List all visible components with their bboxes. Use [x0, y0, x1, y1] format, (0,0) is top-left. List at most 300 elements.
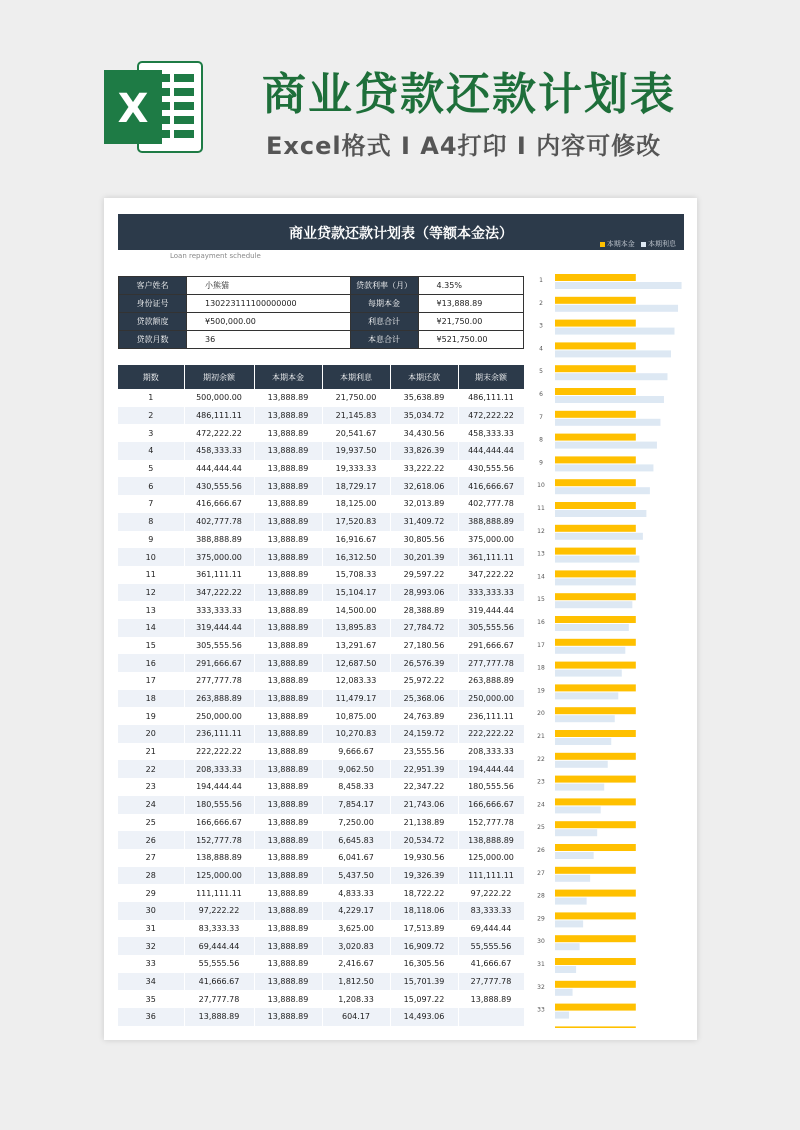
table-cell: 13,888.89 — [254, 619, 322, 637]
table-cell: 194,444.44 — [184, 778, 254, 796]
table-cell: 34 — [118, 973, 184, 991]
table-row — [118, 760, 524, 778]
table-cell: 430,555.56 — [458, 460, 524, 478]
table-row — [118, 973, 524, 991]
table-cell: 263,888.89 — [184, 690, 254, 708]
table-cell: 19 — [118, 707, 184, 725]
chart-category-label: 22 — [537, 755, 545, 763]
table-row — [118, 584, 524, 602]
table-cell: 83,333.33 — [184, 920, 254, 938]
chart-category-label: 16 — [537, 619, 545, 626]
chart-bar-interest — [555, 487, 650, 494]
info-row — [119, 331, 524, 349]
table-cell: 10 — [118, 548, 184, 566]
table-cell: 35,638.89 — [390, 389, 458, 407]
chart-bar-principal — [555, 365, 636, 372]
table-cell: 13,888.89 — [254, 584, 322, 602]
table-cell: 2 — [118, 407, 184, 425]
chart-bar-principal — [555, 479, 636, 486]
table-cell: 12,083.33 — [322, 672, 390, 690]
chart-bar-interest — [555, 806, 601, 813]
table-cell: 83,333.33 — [458, 902, 524, 920]
table-cell: 20,534.72 — [390, 831, 458, 849]
table-cell: 13,888.89 — [254, 566, 322, 584]
table-cell: 263,888.89 — [458, 672, 524, 690]
column-header: 期初余额 — [184, 365, 254, 389]
table-cell: 13,888.89 — [254, 867, 322, 885]
table-cell: 13,888.89 — [254, 973, 322, 991]
table-cell: 29,597.22 — [390, 566, 458, 584]
chart-bar-principal — [555, 274, 636, 281]
chart-bar-interest — [555, 624, 629, 631]
table-cell: 20,541.67 — [322, 424, 390, 442]
table-cell: 19,930.56 — [390, 849, 458, 867]
table-cell: 305,555.56 — [458, 619, 524, 637]
table-row — [118, 442, 524, 460]
table-cell: 97,222.22 — [184, 902, 254, 920]
table-cell: 7,250.00 — [322, 814, 390, 832]
chart-category-label: 31 — [537, 961, 545, 968]
chart-bar-principal — [555, 753, 636, 760]
table-cell: 444,444.44 — [184, 460, 254, 478]
table-cell: 32,013.89 — [390, 495, 458, 513]
chart-category-label: 23 — [537, 778, 545, 786]
chart-bar-interest — [555, 373, 667, 380]
chart-category-label: 21 — [537, 733, 545, 740]
chart-category-label: 11 — [537, 505, 545, 512]
table-cell: 13,888.89 — [254, 424, 322, 442]
info-label: 客户姓名 — [119, 277, 187, 295]
chart-bar-principal — [555, 1026, 636, 1028]
table-cell: 25 — [118, 814, 184, 832]
table-cell: 25,972.22 — [390, 672, 458, 690]
chart-category-label: 25 — [537, 824, 545, 832]
table-cell: 6,645.83 — [322, 831, 390, 849]
table-cell: 13,888.89 — [254, 814, 322, 832]
chart-bar-principal — [555, 1004, 636, 1011]
table-cell: 222,222.22 — [458, 725, 524, 743]
table-cell: 19,326.39 — [390, 867, 458, 885]
info-value: ¥521,750.00 — [418, 331, 523, 349]
chart-bar-interest — [555, 328, 675, 335]
table-cell: 250,000.00 — [184, 707, 254, 725]
table-cell: 472,222.22 — [184, 424, 254, 442]
table-cell: 30,805.56 — [390, 531, 458, 549]
chart-bar-principal — [555, 981, 636, 988]
chart-legend — [596, 239, 676, 249]
table-row — [118, 814, 524, 832]
table-row — [118, 672, 524, 690]
table-row — [118, 548, 524, 566]
table-row — [118, 849, 524, 867]
table-row — [118, 725, 524, 743]
chart-bar-principal — [555, 821, 636, 828]
table-cell: 375,000.00 — [184, 548, 254, 566]
table-cell: 416,666.67 — [184, 495, 254, 513]
table-cell: 69,444.44 — [458, 920, 524, 938]
chart-bar-principal — [555, 616, 636, 623]
table-cell: 17,513.89 — [390, 920, 458, 938]
chart-category-label: 18 — [537, 664, 545, 672]
table-cell: 347,222.22 — [184, 584, 254, 602]
table-cell: 13,888.89 — [254, 937, 322, 955]
info-label: 本息合计 — [350, 331, 418, 349]
table-cell: 125,000.00 — [458, 849, 524, 867]
chart-category-label: 26 — [537, 847, 545, 854]
chart-bar-principal — [555, 639, 636, 646]
table-cell: 13,888.89 — [254, 672, 322, 690]
chart-category-label: 17 — [537, 641, 545, 649]
table-cell: 35,034.72 — [390, 407, 458, 425]
table-cell: 222,222.22 — [184, 743, 254, 761]
table-cell: 55,555.56 — [458, 937, 524, 955]
table-cell: 13,888.89 — [254, 601, 322, 619]
table-cell: 333,333.33 — [458, 584, 524, 602]
table-cell: 12 — [118, 584, 184, 602]
table-cell: 3 — [118, 424, 184, 442]
table-cell: 361,111.11 — [458, 548, 524, 566]
table-cell: 333,333.33 — [184, 601, 254, 619]
chart-category-label: 15 — [537, 596, 545, 604]
table-row — [118, 955, 524, 973]
chart-category-label: 3 — [539, 322, 543, 330]
chart-category-label: 20 — [537, 710, 545, 718]
chart-bar-principal — [555, 320, 636, 327]
table-cell: 180,555.56 — [184, 796, 254, 814]
table-cell: 13,888.89 — [254, 725, 322, 743]
chart-bar-principal — [555, 730, 636, 737]
table-cell: 6,041.67 — [322, 849, 390, 867]
table-cell: 15,708.33 — [322, 566, 390, 584]
chart-bar-interest — [555, 305, 678, 312]
table-cell: 13,888.89 — [254, 884, 322, 902]
table-cell: 458,333.33 — [458, 424, 524, 442]
table-cell: 18,729.17 — [322, 477, 390, 495]
chart-bar-principal — [555, 434, 636, 441]
table-cell: 13,888.89 — [254, 690, 322, 708]
table-cell: 604.17 — [322, 1008, 390, 1026]
table-cell: 152,777.78 — [458, 814, 524, 832]
table-cell: 28 — [118, 867, 184, 885]
chart-bar-principal — [555, 593, 636, 600]
table-cell — [458, 1008, 524, 1026]
table-cell: 34,430.56 — [390, 424, 458, 442]
chart-category-label: 6 — [539, 391, 543, 398]
table-cell: 33 — [118, 955, 184, 973]
column-header: 期数 — [118, 365, 184, 389]
table-cell: 21,750.00 — [322, 389, 390, 407]
table-row — [118, 460, 524, 478]
table-row — [118, 513, 524, 531]
chart-category-label: 33 — [537, 1006, 545, 1014]
chart-bar-interest — [555, 578, 636, 585]
chart-bar-principal — [555, 411, 636, 418]
chart-bar-interest — [555, 556, 639, 563]
chart-bar-principal — [555, 707, 636, 714]
table-cell: 319,444.44 — [184, 619, 254, 637]
chart-bar-interest — [555, 761, 608, 768]
table-cell: 15 — [118, 637, 184, 655]
table-cell: 13,291.67 — [322, 637, 390, 655]
table-cell: 180,555.56 — [458, 778, 524, 796]
table-cell: 21,138.89 — [390, 814, 458, 832]
table-cell: 166,666.67 — [458, 796, 524, 814]
table-cell: 33,222.22 — [390, 460, 458, 478]
chart-bar-interest — [555, 898, 587, 905]
table-cell: 3,625.00 — [322, 920, 390, 938]
table-row — [118, 477, 524, 495]
info-row — [119, 313, 524, 331]
table-row — [118, 637, 524, 655]
sheet-title: 商业贷款还款计划表（等额本金法） — [289, 226, 513, 242]
table-cell: 22,347.22 — [390, 778, 458, 796]
chart-bar-interest — [555, 670, 622, 677]
legend-label-interest: 本期利息 — [648, 240, 676, 248]
table-cell: 5 — [118, 460, 184, 478]
table-cell: 32 — [118, 937, 184, 955]
column-header: 本期还款 — [390, 365, 458, 389]
table-cell: 13,888.89 — [254, 477, 322, 495]
table-row — [118, 389, 524, 407]
table-cell: 13,888.89 — [254, 460, 322, 478]
table-cell: 9,062.50 — [322, 760, 390, 778]
info-row — [119, 277, 524, 295]
table-cell: 138,888.89 — [458, 831, 524, 849]
table-cell: 26,576.39 — [390, 654, 458, 672]
table-row — [118, 1008, 524, 1026]
table-cell: 375,000.00 — [458, 531, 524, 549]
info-value: 小熊猫 — [187, 277, 351, 295]
table-row — [118, 707, 524, 725]
chart-bar-interest — [555, 350, 671, 357]
chart-category-label: 30 — [537, 938, 545, 946]
column-header: 本期利息 — [322, 365, 390, 389]
table-cell: 1 — [118, 389, 184, 407]
chart-category-label: 28 — [537, 892, 545, 900]
chart-category-label: 24 — [537, 801, 545, 809]
legend-swatch-interest — [641, 242, 646, 247]
info-value: ¥21,750.00 — [418, 313, 523, 331]
table-cell: 111,111.11 — [458, 867, 524, 885]
table-cell: 22 — [118, 760, 184, 778]
table-cell: 208,333.33 — [184, 760, 254, 778]
chart-bar-principal — [555, 867, 636, 874]
table-cell: 8 — [118, 513, 184, 531]
table-row — [118, 937, 524, 955]
chart-bar-principal — [555, 662, 636, 669]
chart-bar-interest — [555, 738, 611, 745]
table-cell: 41,666.67 — [184, 973, 254, 991]
table-cell: 486,111.11 — [458, 389, 524, 407]
chart-bar-principal — [555, 502, 636, 509]
table-cell: 13,888.89 — [254, 407, 322, 425]
table-cell: 416,666.67 — [458, 477, 524, 495]
table-row — [118, 566, 524, 584]
chart-bar-interest — [555, 442, 657, 449]
table-cell: 13,888.89 — [254, 831, 322, 849]
table-cell: 27 — [118, 849, 184, 867]
table-cell: 18,118.06 — [390, 902, 458, 920]
chart-category-label: 27 — [537, 869, 545, 877]
table-cell: 305,555.56 — [184, 637, 254, 655]
table-cell: 13,888.89 — [254, 796, 322, 814]
table-cell: 236,111.11 — [184, 725, 254, 743]
table-cell: 21,145.83 — [322, 407, 390, 425]
table-cell: 15,097.22 — [390, 990, 458, 1008]
table-cell: 24,159.72 — [390, 725, 458, 743]
chart-bar-interest — [555, 852, 594, 859]
table-cell: 13,888.89 — [254, 513, 322, 531]
table-cell: 30,201.39 — [390, 548, 458, 566]
table-cell: 7,854.17 — [322, 796, 390, 814]
table-cell: 28,388.89 — [390, 601, 458, 619]
table-cell: 4 — [118, 442, 184, 460]
chart-bar-principal — [555, 570, 636, 577]
info-label: 每期本金 — [350, 295, 418, 313]
info-value: 4.35% — [418, 277, 523, 295]
table-cell: 32,618.06 — [390, 477, 458, 495]
chart-bar-principal — [555, 456, 636, 463]
repayment-schedule-table — [118, 365, 525, 1026]
chart-bar-interest — [555, 510, 646, 517]
table-cell: 27,180.56 — [390, 637, 458, 655]
table-cell: 18,125.00 — [322, 495, 390, 513]
legend-swatch-principal — [600, 242, 605, 247]
chart-bar-principal — [555, 912, 636, 919]
info-value: ¥500,000.00 — [187, 313, 351, 331]
table-cell: 111,111.11 — [184, 884, 254, 902]
chart-bar-principal — [555, 297, 636, 304]
table-cell: 11 — [118, 566, 184, 584]
table-row — [118, 902, 524, 920]
table-cell: 152,777.78 — [184, 831, 254, 849]
table-cell: 430,555.56 — [184, 477, 254, 495]
hero-title: 商业贷款还款计划表 — [262, 69, 676, 120]
table-cell: 361,111.11 — [184, 566, 254, 584]
table-cell: 4,833.33 — [322, 884, 390, 902]
chart-bar-principal — [555, 890, 636, 897]
table-cell: 26 — [118, 831, 184, 849]
svg-text:X: X — [117, 86, 149, 132]
table-cell: 31,409.72 — [390, 513, 458, 531]
table-row — [118, 884, 524, 902]
table-cell: 13,888.89 — [254, 920, 322, 938]
table-row — [118, 990, 524, 1008]
sheet-subtitle-en: Loan repayment schedule — [170, 252, 261, 260]
table-cell: 31 — [118, 920, 184, 938]
table-cell: 13,888.89 — [254, 637, 322, 655]
chart-bar-principal — [555, 342, 636, 349]
chart-category-label: 12 — [537, 527, 545, 535]
info-label: 利息合计 — [350, 313, 418, 331]
chart-bar-interest — [555, 533, 643, 540]
table-cell: 472,222.22 — [458, 407, 524, 425]
table-cell: 13,888.89 — [254, 442, 322, 460]
info-value: 36 — [187, 331, 351, 349]
table-row — [118, 654, 524, 672]
info-label: 贷款额度 — [119, 313, 187, 331]
table-cell: 10,875.00 — [322, 707, 390, 725]
table-row — [118, 531, 524, 549]
chart-bar-principal — [555, 525, 636, 532]
chart-bar-interest — [555, 920, 583, 927]
chart-bar-interest — [555, 829, 597, 836]
info-label: 身份证号 — [119, 295, 187, 313]
table-cell: 402,777.78 — [458, 495, 524, 513]
table-cell: 13,888.89 — [254, 902, 322, 920]
excel-logo-icon — [104, 58, 204, 156]
chart-bar-principal — [555, 684, 636, 691]
loan-info-table — [118, 276, 524, 349]
table-cell: 291,666.67 — [458, 637, 524, 655]
table-cell: 13,888.89 — [254, 531, 322, 549]
table-cell: 5,437.50 — [322, 867, 390, 885]
column-header: 期末余额 — [458, 365, 524, 389]
table-cell: 33,826.39 — [390, 442, 458, 460]
table-cell: 27,784.72 — [390, 619, 458, 637]
table-cell: 291,666.67 — [184, 654, 254, 672]
chart-bar-interest — [555, 692, 618, 699]
chart-category-label: 8 — [539, 436, 543, 444]
chart-bar-interest — [555, 715, 615, 722]
info-label: 贷款利率（月） — [350, 277, 418, 295]
table-cell: 20 — [118, 725, 184, 743]
table-cell: 138,888.89 — [184, 849, 254, 867]
table-cell: 24 — [118, 796, 184, 814]
table-cell: 41,666.67 — [458, 955, 524, 973]
table-row — [118, 424, 524, 442]
table-cell: 250,000.00 — [458, 690, 524, 708]
table-row — [118, 796, 524, 814]
chart-bar-principal — [555, 958, 636, 965]
chart-bar-interest — [555, 966, 576, 973]
chart-category-label: 10 — [537, 482, 545, 490]
table-cell: 22,951.39 — [390, 760, 458, 778]
table-cell: 6 — [118, 477, 184, 495]
chart-category-label: 13 — [537, 550, 545, 558]
table-row — [118, 831, 524, 849]
table-cell: 28,993.06 — [390, 584, 458, 602]
repayment-bar-chart — [535, 270, 685, 1028]
table-cell: 10,270.83 — [322, 725, 390, 743]
table-cell: 9,666.67 — [322, 743, 390, 761]
table-row — [118, 619, 524, 637]
table-cell: 388,888.89 — [184, 531, 254, 549]
table-cell: 388,888.89 — [458, 513, 524, 531]
table-cell: 13,888.89 — [254, 778, 322, 796]
chart-bar-principal — [555, 798, 636, 805]
chart-category-label: 1 — [539, 277, 543, 284]
table-row — [118, 920, 524, 938]
chart-bar-principal — [555, 548, 636, 555]
table-cell: 23 — [118, 778, 184, 796]
table-cell: 13,888.89 — [254, 1008, 322, 1026]
chart-bar-interest — [555, 419, 660, 426]
table-cell: 13,888.89 — [254, 743, 322, 761]
document-page — [104, 198, 697, 1040]
chart-bar-principal — [555, 935, 636, 942]
sheet-header — [118, 214, 684, 250]
chart-category-label: 14 — [537, 573, 545, 581]
table-row — [118, 778, 524, 796]
table-cell: 2,416.67 — [322, 955, 390, 973]
table-cell: 16,916.67 — [322, 531, 390, 549]
table-cell: 15,701.39 — [390, 973, 458, 991]
table-cell: 17,520.83 — [322, 513, 390, 531]
table-cell: 18 — [118, 690, 184, 708]
table-cell: 13,888.89 — [184, 1008, 254, 1026]
table-cell: 1,812.50 — [322, 973, 390, 991]
